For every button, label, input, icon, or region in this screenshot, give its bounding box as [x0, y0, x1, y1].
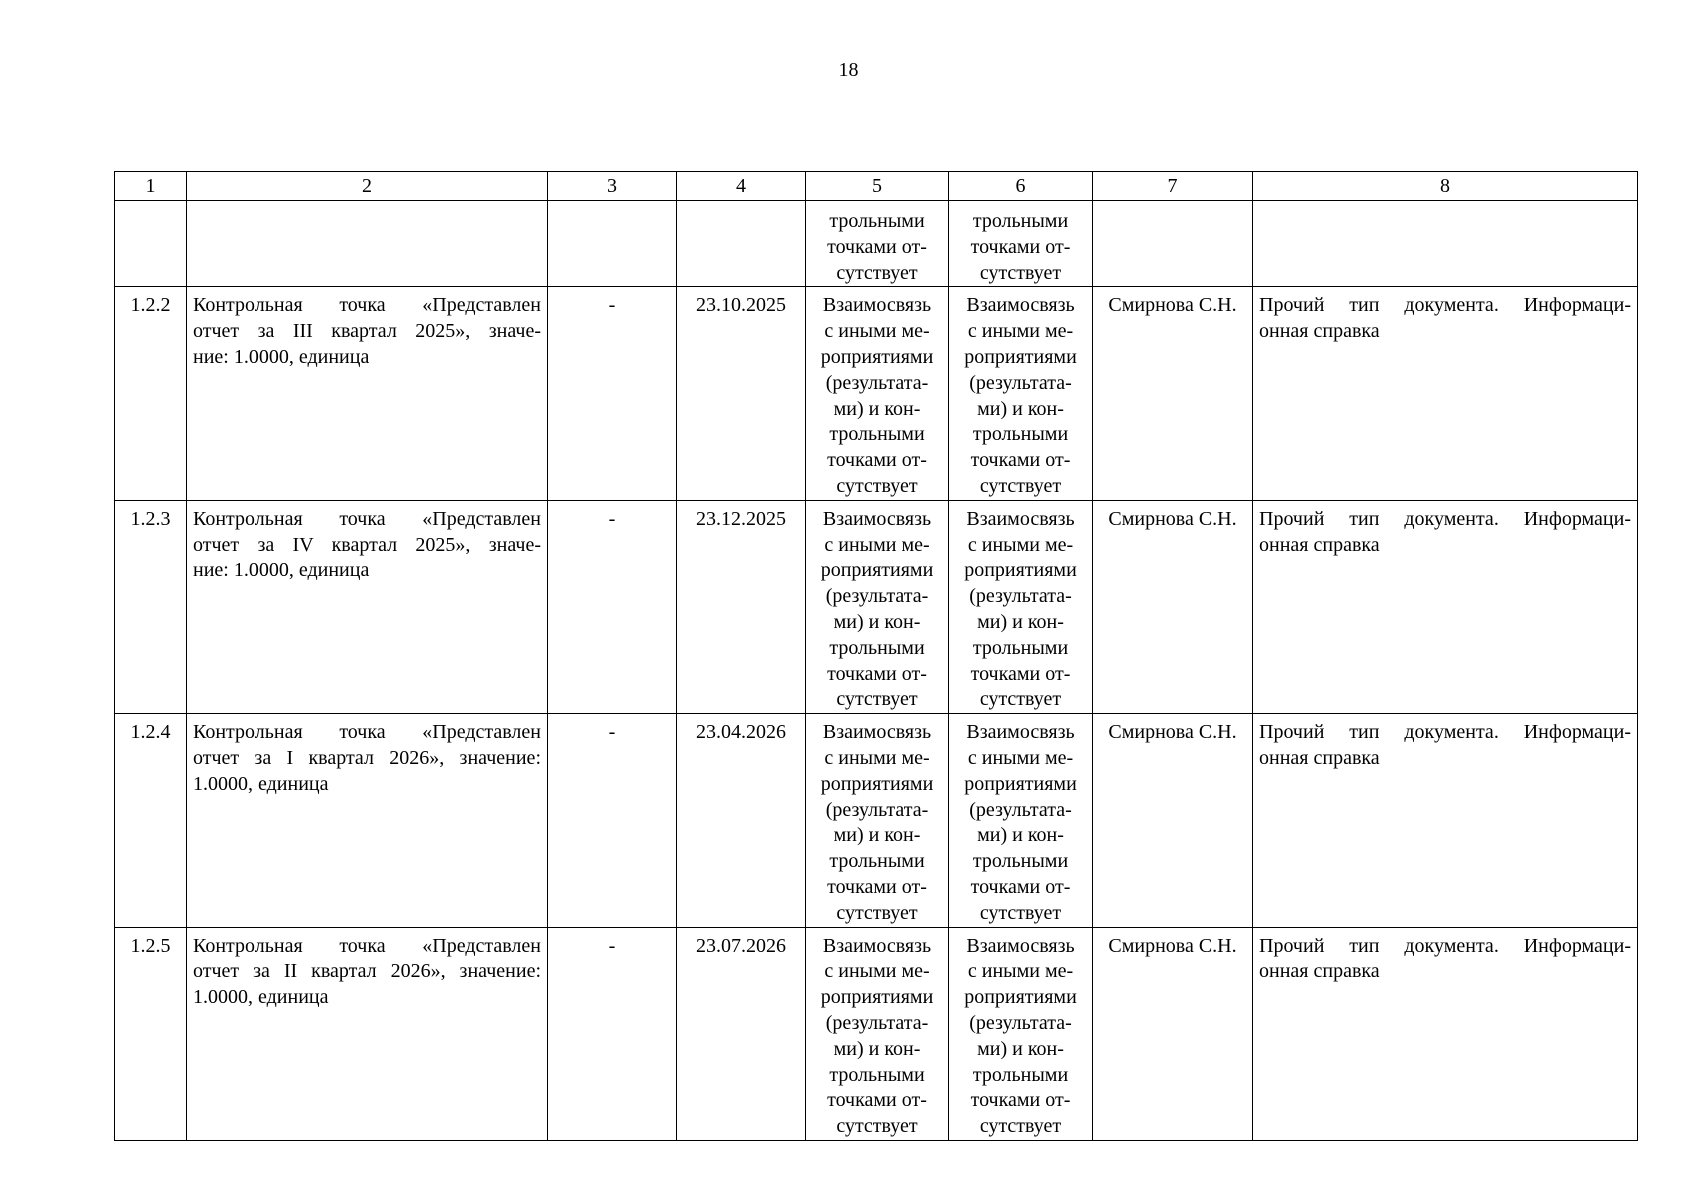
table-row [115, 287, 1638, 500]
table-row [115, 927, 1638, 1140]
relation-cell [949, 714, 1093, 927]
text-line: сутствует [979, 474, 1062, 497]
table-row [115, 714, 1638, 927]
text-line: ми) и кон- [833, 824, 921, 847]
text-line: ние: 1.0000, единица [193, 345, 370, 368]
text-line: (результата- [969, 1011, 1072, 1034]
description-cell [187, 714, 548, 927]
text-line: сутствует [836, 688, 918, 711]
text-line: Контрольная точка «Представлен [193, 507, 541, 530]
empty-cell [1253, 201, 1638, 287]
document-type-cell [1253, 500, 1638, 713]
text-line: сутствует [836, 474, 918, 497]
text-line: ние: 1.0000, единица [193, 559, 370, 582]
text-line: трольными [829, 850, 925, 873]
text-line: точками от- [970, 449, 1071, 472]
description-cell [187, 500, 548, 713]
text-line: с иными ме- [967, 960, 1074, 983]
empty-cell [187, 201, 548, 287]
text-line: сутствует [836, 1115, 918, 1138]
text-line: Взаимосвязь [822, 721, 932, 744]
relation-cell [949, 927, 1093, 1140]
text-line: ми) и кон- [977, 824, 1064, 847]
text-line: Прочий тип документа. Информаци- [1259, 507, 1631, 530]
text-line: сутствует [836, 261, 918, 284]
row-number-cell: 1.2.3 [115, 500, 187, 713]
text-line: роприятиями [964, 772, 1077, 795]
dash-cell: - [548, 287, 677, 500]
text-line: 1.0000, единица [193, 772, 329, 795]
text-line: Взаимосвязь [966, 507, 1075, 530]
row-number-cell: 1.2.4 [115, 714, 187, 927]
relation-cell [949, 500, 1093, 713]
text-line: (результата- [825, 798, 929, 821]
text-line: с иными ме- [824, 320, 930, 343]
text-line: роприятиями [964, 986, 1077, 1009]
text-line: роприятиями [820, 986, 934, 1009]
relation-cell [949, 287, 1093, 500]
text-line: ми) и кон- [833, 1037, 921, 1060]
text-line: точками от- [970, 235, 1071, 258]
text-line: трольными [829, 423, 925, 446]
text-line: сутствует [979, 1115, 1062, 1138]
table-row [115, 500, 1638, 713]
document-type-cell [1253, 927, 1638, 1140]
text-line: Взаимосвязь [966, 721, 1075, 744]
text-line: трольными [972, 850, 1069, 873]
text-line: сутствует [836, 901, 918, 924]
text-line: (результата- [969, 371, 1072, 394]
relation-cell [806, 287, 949, 500]
responsible-person-cell: Смирнова С.Н. [1093, 714, 1253, 927]
text-line: онная справка [1259, 533, 1380, 556]
text-line: трольными [829, 636, 925, 659]
responsible-person-cell: Смирнова С.Н. [1093, 927, 1253, 1140]
relation-cell [806, 500, 949, 713]
text-line: точками от- [827, 662, 927, 685]
text-line: Прочий тип документа. Информаци- [1259, 294, 1631, 317]
text-line: Взаимосвязь [966, 294, 1075, 317]
text-line: трольными [829, 210, 925, 232]
continuation-row [115, 201, 1638, 287]
responsible-person-cell: Смирнова С.Н. [1093, 287, 1253, 500]
text-line: точками от- [970, 1089, 1071, 1112]
text-line: с иными ме- [824, 746, 930, 769]
empty-cell [548, 201, 677, 287]
text-line: онная справка [1259, 746, 1380, 769]
text-line: роприятиями [964, 345, 1077, 368]
text-line: (результата- [825, 371, 929, 394]
relation-cell [949, 201, 1093, 287]
empty-cell [1093, 201, 1253, 287]
text-line: с иными ме- [967, 533, 1074, 556]
text-line: точками от- [827, 235, 927, 258]
text-line: (результата- [825, 1011, 929, 1034]
text-line: сутствует [979, 261, 1062, 284]
text-line: Прочий тип документа. Информаци- [1259, 721, 1631, 744]
dash-cell: - [548, 927, 677, 1140]
text-line: ми) и кон- [977, 397, 1064, 420]
relation-cell [806, 201, 949, 287]
empty-cell [115, 201, 187, 287]
text-line: сутствует [979, 688, 1062, 711]
document-type-cell [1253, 714, 1638, 927]
text-line: роприятиями [820, 559, 934, 582]
dash-cell: - [548, 714, 677, 927]
column-number-header: 3 [548, 172, 677, 201]
text-line: 1.0000, единица [193, 986, 329, 1009]
text-line: отчет за IV квартал 2025», значе- [193, 533, 541, 556]
text-line: (результата- [969, 798, 1072, 821]
dash-cell: - [548, 500, 677, 713]
relation-cell [806, 927, 949, 1140]
document-type-cell [1253, 287, 1638, 500]
text-line: отчет за III квартал 2025», значе- [193, 320, 541, 343]
column-number-header: 6 [949, 172, 1093, 201]
text-line: отчет за II квартал 2026», значение: [193, 960, 541, 983]
text-line: трольными [972, 1063, 1069, 1086]
text-line: с иными ме- [824, 960, 930, 983]
date-cell: 23.12.2025 [677, 500, 806, 713]
text-line: Взаимосвязь [822, 507, 932, 530]
column-number-header: 5 [806, 172, 949, 201]
column-number-header: 2 [187, 172, 548, 201]
text-line: трольными [972, 423, 1069, 446]
empty-cell [677, 201, 806, 287]
text-line: с иными ме- [967, 320, 1074, 343]
text-line: (результата- [825, 585, 929, 608]
row-number-cell: 1.2.2 [115, 287, 187, 500]
text-line: роприятиями [820, 345, 934, 368]
text-line: ми) и кон- [833, 397, 921, 420]
responsible-person-cell: Смирнова С.Н. [1093, 500, 1253, 713]
page-number: 18 [838, 59, 859, 81]
text-line: Контрольная точка «Представлен [193, 934, 541, 957]
text-line: точками от- [827, 875, 927, 898]
text-line: онная справка [1259, 320, 1380, 343]
text-line: Контрольная точка «Представлен [193, 294, 541, 317]
column-number-header: 4 [677, 172, 806, 201]
text-line: с иными ме- [967, 746, 1074, 769]
text-line: Контрольная точка «Представлен [193, 721, 541, 744]
text-line: Прочий тип документа. Информаци- [1259, 934, 1631, 957]
column-number-header: 8 [1253, 172, 1638, 201]
text-line: трольными [972, 636, 1069, 659]
description-cell [187, 287, 548, 500]
text-line: роприятиями [964, 559, 1077, 582]
text-line: точками от- [970, 662, 1071, 685]
text-line: трольными [972, 210, 1069, 232]
description-cell [187, 927, 548, 1140]
text-line: точками от- [827, 1089, 927, 1112]
text-line: с иными ме- [824, 533, 930, 556]
text-line: Взаимосвязь [822, 934, 932, 957]
date-cell: 23.07.2026 [677, 927, 806, 1140]
text-line: ми) и кон- [977, 1037, 1064, 1060]
column-number-header: 7 [1093, 172, 1253, 201]
text-line: сутствует [979, 901, 1062, 924]
control-points-table [114, 171, 1638, 1141]
date-cell: 23.04.2026 [677, 714, 806, 927]
text-line: точками от- [827, 449, 927, 472]
text-line: отчет за I квартал 2026», значение: [193, 746, 541, 769]
row-number-cell: 1.2.5 [115, 927, 187, 1140]
text-line: онная справка [1259, 960, 1380, 983]
table-header-row [115, 172, 1638, 201]
text-line: трольными [829, 1063, 925, 1086]
column-number-header: 1 [115, 172, 187, 201]
text-line: Взаимосвязь [966, 934, 1075, 957]
text-line: Взаимосвязь [822, 294, 932, 317]
text-line: (результата- [969, 585, 1072, 608]
text-line: роприятиями [820, 772, 934, 795]
relation-cell [806, 714, 949, 927]
text-line: ми) и кон- [977, 610, 1064, 633]
date-cell: 23.10.2025 [677, 287, 806, 500]
text-line: ми) и кон- [833, 610, 921, 633]
text-line: точками от- [970, 875, 1071, 898]
